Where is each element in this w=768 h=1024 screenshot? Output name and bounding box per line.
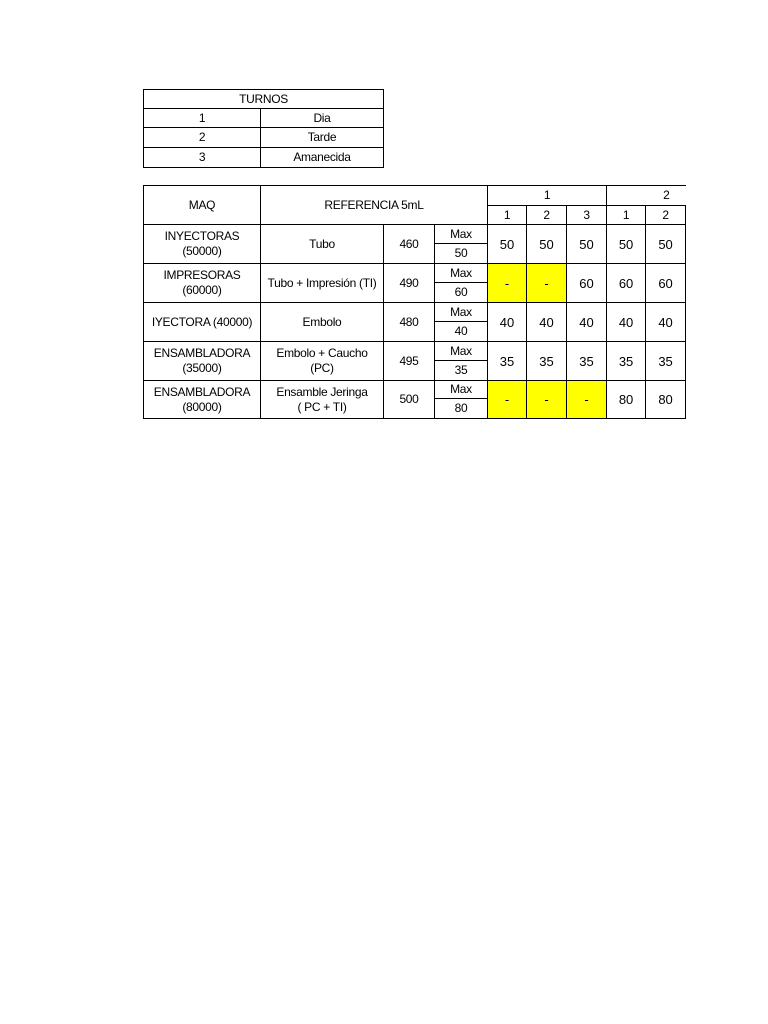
value-cell: 35 [646, 342, 686, 381]
value-cell: 60 [567, 264, 607, 303]
maq-cell [144, 303, 261, 342]
maq-capacity: (80000) [182, 399, 222, 414]
reference-cell [261, 303, 384, 342]
value-cell: 50 [527, 225, 567, 264]
value-cell: 40 [646, 303, 686, 342]
reference-name: Tubo + Impresión (TI) [267, 275, 377, 290]
reference-name: Embolo + Caucho [276, 346, 368, 360]
shift-sub-header: 2 [646, 206, 686, 225]
reference-cell [261, 342, 384, 381]
max-label: Max [435, 303, 488, 322]
turnos-row [144, 148, 384, 168]
value-cell: 80 [646, 381, 686, 419]
max-label: Max [435, 225, 488, 244]
value-cell: 50 [488, 225, 527, 264]
turno-number: 1 [144, 109, 261, 128]
shift-sub-header: 1 [488, 206, 527, 225]
reference-name: Tubo [309, 236, 335, 251]
maq-capacity: (60000) [182, 283, 222, 297]
rate-cell: 490 [384, 264, 435, 303]
table-row [144, 381, 686, 399]
reference-name: Ensamble Jeringa [276, 384, 368, 399]
turnos-row [144, 128, 384, 148]
turno-number: 3 [144, 148, 261, 168]
value-cell: 50 [646, 225, 686, 264]
table-row [144, 303, 686, 322]
value-cell: - [488, 264, 527, 303]
turno-number: 2 [144, 128, 261, 148]
value-cell: 35 [527, 342, 567, 381]
max-value: 50 [435, 244, 488, 264]
maq-capacity: (50000) [182, 244, 222, 258]
value-cell: 35 [567, 342, 607, 381]
max-value: 80 [435, 399, 488, 419]
max-label: Max [435, 264, 488, 283]
shift-sub-header: 1 [607, 206, 646, 225]
max-label: Max [435, 381, 488, 399]
value-cell: 50 [607, 225, 646, 264]
turno-name: Tarde [261, 128, 384, 148]
value-cell: 40 [527, 303, 567, 342]
max-label: Max [435, 342, 488, 361]
value-cell: 40 [488, 303, 527, 342]
turnos-row [144, 109, 384, 128]
max-value: 35 [435, 361, 488, 381]
table-row [144, 225, 686, 244]
reference-cell [261, 264, 384, 303]
maq-name: INYECTORAS [164, 229, 240, 243]
turnos-title: TURNOS [144, 90, 384, 109]
value-cell: - [527, 264, 567, 303]
production-table [143, 185, 686, 419]
value-cell: 40 [567, 303, 607, 342]
maq-name: IMPRESORAS [163, 268, 241, 282]
value-cell: 60 [646, 264, 686, 303]
maq-cell [144, 381, 261, 419]
value-cell: 60 [607, 264, 646, 303]
maq-cell [144, 342, 261, 381]
value-cell: - [527, 381, 567, 419]
shift-group-1-header: 1 [488, 186, 607, 206]
reference-detail: (PC) [310, 361, 334, 375]
maq-header: MAQ [144, 186, 261, 225]
value-cell: 40 [607, 303, 646, 342]
maq-name: ENSAMBLADORA [153, 346, 251, 360]
rate-cell: 460 [384, 225, 435, 264]
max-value: 40 [435, 322, 488, 342]
shift-sub-header: 2 [527, 206, 567, 225]
maq-cell [144, 264, 261, 303]
table-row [144, 342, 686, 361]
reference-cell [261, 225, 384, 264]
value-cell: 50 [567, 225, 607, 264]
table-row [144, 264, 686, 283]
value-cell: 35 [607, 342, 646, 381]
value-cell: 35 [488, 342, 527, 381]
value-cell: - [488, 381, 527, 419]
turnos-table [143, 89, 384, 168]
rate-cell: 495 [384, 342, 435, 381]
maq-cell [144, 225, 261, 264]
value-cell: 80 [607, 381, 646, 419]
turno-name: Dia [261, 109, 384, 128]
maq-name: IYECTORA (40000) [151, 314, 253, 329]
maq-name: ENSAMBLADORA [153, 384, 251, 399]
header-row [144, 186, 686, 206]
maq-capacity: (35000) [182, 361, 222, 375]
shift-group-2-header: 2 [607, 186, 686, 206]
referencia-header: REFERENCIA 5mL [261, 186, 488, 225]
rate-cell: 480 [384, 303, 435, 342]
reference-name: Embolo [302, 314, 342, 329]
rate-cell: 500 [384, 381, 435, 419]
reference-cell [261, 381, 384, 419]
turno-name: Amanecida [261, 148, 384, 168]
shift-sub-header: 3 [567, 206, 607, 225]
value-cell: - [567, 381, 607, 419]
turnos-header-row [144, 90, 384, 109]
reference-detail: ( PC + TI) [297, 399, 347, 414]
max-value: 60 [435, 283, 488, 303]
